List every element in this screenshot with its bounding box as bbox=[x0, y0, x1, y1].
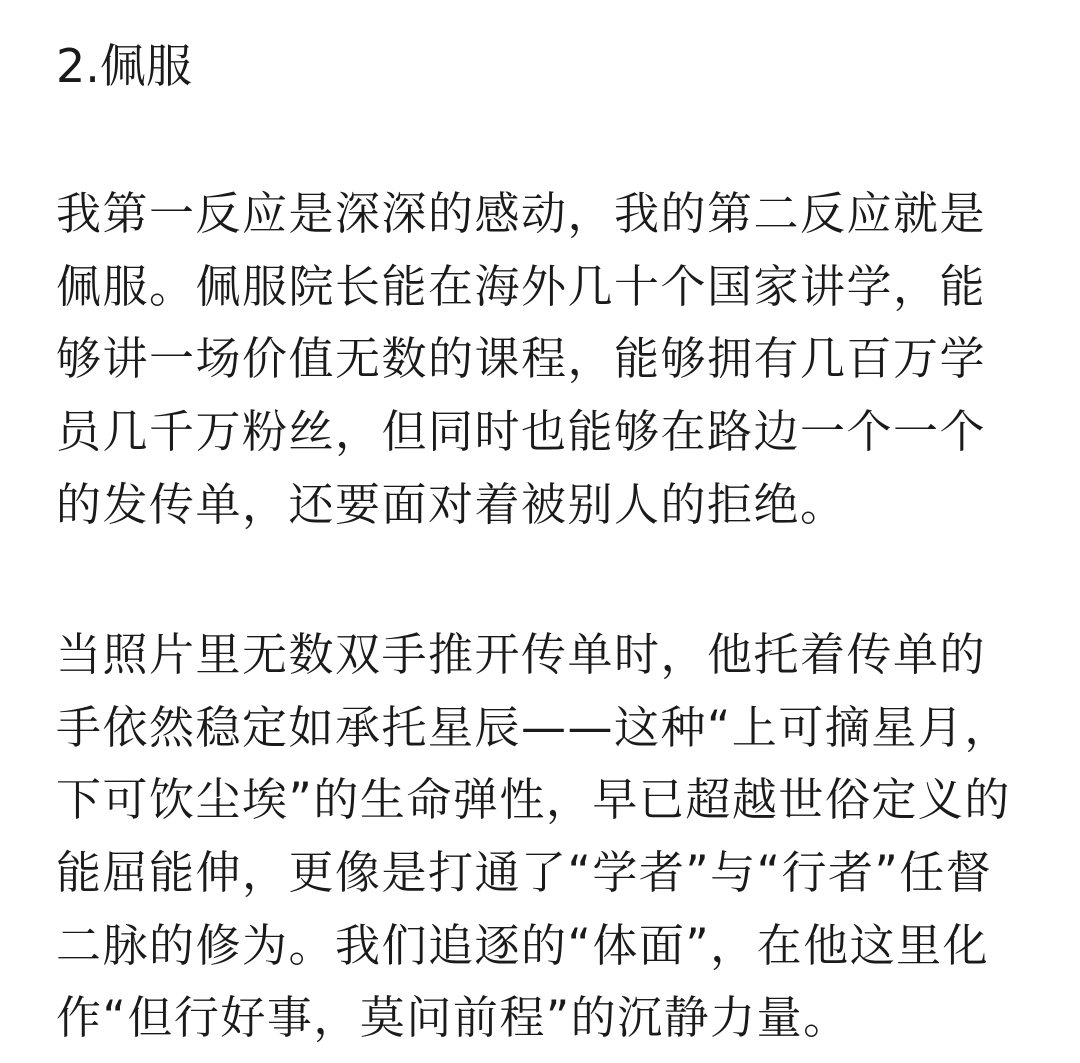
paragraph-line: 员几千万粉丝，但同时也能够在路边一个一个 bbox=[56, 405, 987, 459]
paragraph-line: 的发传单，还要面对着被别人的拒绝。 bbox=[56, 477, 847, 531]
paragraph-line: 下可饮尘埃”的生命弹性，早已超越世俗定义的 bbox=[56, 773, 1011, 827]
paragraph-2 bbox=[56, 619, 1011, 1055]
paragraph-line: 能屈能伸，更像是打通了“学者”与“行者”任督 bbox=[56, 846, 993, 900]
section-heading: 2.佩服 bbox=[56, 39, 192, 93]
paragraph-1 bbox=[56, 178, 986, 541]
paragraph-line: 佩服。佩服院长能在海外几十个国家讲学，能 bbox=[56, 259, 987, 313]
paragraph-line: 作“但行好事，莫问前程”的沉静力量。 bbox=[56, 991, 850, 1045]
paragraph-line: 当照片里无数双手推开传单时，他托着传单的 bbox=[56, 628, 987, 681]
paragraph-line: 手依然稳定如承托星辰——这种“上可摘星月， bbox=[56, 700, 1011, 754]
paragraph-line: 够讲一场价值无数的课程，能够拥有几百万学 bbox=[56, 332, 987, 386]
paragraph-line: 二脉的修为。我们追逐的“体面”，在他这里化 bbox=[56, 918, 990, 972]
paragraph-line: 我第一反应是深深的感动，我的第二反应就是 bbox=[56, 187, 987, 240]
